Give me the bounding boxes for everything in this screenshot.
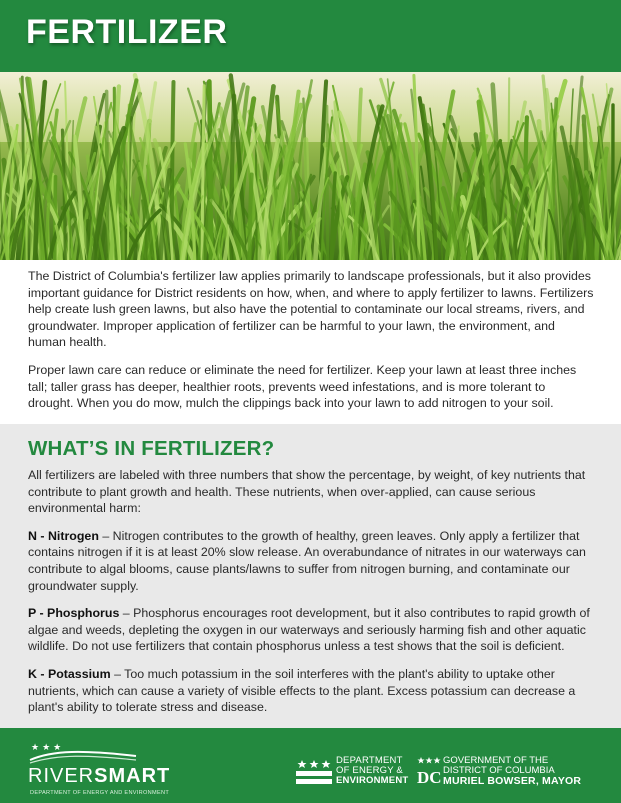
nutrient-text: – Too much potassium in the soil interferes with the plant's ability to uptake other nutrients, which can cause a variety of visible effects to the plant. Excess potassium can decrease a plant's ability to tolerate stress and disease. [28, 666, 576, 715]
doee-line: ENVIRONMENT [336, 775, 409, 786]
government-logo-text [443, 756, 581, 786]
government-mayor: MURIEL BOWSER, MAYOR [443, 775, 582, 787]
riversmart-wave-icon [28, 750, 138, 764]
government-line: GOVERNMENT OF THE [443, 755, 549, 766]
dc-mark-letters: DC [417, 768, 442, 786]
nutrient-phosphorus [28, 605, 594, 655]
whats-in-fertilizer-section [0, 424, 621, 728]
intro-paragraph: The District of Columbia's fertilizer law applies primarily to landscape professionals, but it also provides important guidance for District residents on how, when, and where to apply fertilizer to lawns. Fertilizers help create lush green lawns, but also have the potential to contaminate our local streams, rivers, and groundwater. Improper application of fertilizer can be harmful to your lawn, the environment, and human health. [28, 269, 594, 350]
doee-line: OF ENERGY & [336, 765, 403, 776]
riversmart-name-a: RIVER [28, 765, 95, 787]
grass-photo [0, 72, 621, 260]
government-line: DISTRICT OF COLUMBIA [443, 765, 555, 776]
doee-logo-text [336, 756, 408, 786]
dc-government-icon [416, 756, 442, 786]
nutrient-term: N - Nitrogen [28, 528, 99, 543]
doee-line: DEPARTMENT [336, 755, 403, 766]
nutrient-text: – Nitrogen contributes to the growth of healthy, green leaves. Only apply a fertilizer that contains nitrogen if it is at least 20% slow release. An overabundance of nitrates in our waterways can contribute to algal blooms, cause plants/lawns to suffer from nitrogen burning, and contaminate our groundwater supply. [28, 528, 586, 593]
nutrient-term: K - Potassium [28, 666, 111, 681]
page-title: FERTILIZER [26, 13, 228, 51]
intro-text [28, 268, 594, 423]
page-header [0, 0, 621, 72]
section-heading: WHAT’S IN FERTILIZER? [28, 437, 275, 460]
section-lead: All fertilizers are labeled with three numbers that show the percentage, by weight, of key nutrients that contribute to plant growth and health. These nutrients, when over-applied, can cause serious environmental harm: [28, 468, 586, 516]
dc-flag-icon [296, 756, 332, 786]
riversmart-stars-icon: ★★★ [31, 742, 65, 752]
riversmart-logo [28, 765, 170, 788]
nutrient-text: – Phosphorus encourages root development, but it also contributes to rapid growth of algae and weeds, depleting the oxygen in our waterways and seriously harming fish and other aquatic wildlife. Do not use fertilizers that contain phosphorus unless a test shows that the soil is deficient. [28, 606, 590, 654]
nutrient-term: P - Phosphorus [28, 606, 120, 621]
riversmart-subtitle: DEPARTMENT OF ENERGY AND ENVIRONMENT [30, 790, 170, 796]
page-footer [0, 728, 621, 803]
riversmart-name-b: SMART [94, 765, 171, 787]
nutrient-nitrogen [28, 528, 594, 594]
intro-paragraph: Proper lawn care can reduce or eliminate the need for fertilizer. Keep your lawn at least three inches tall; taller grass has deeper, healthier roots, prevents weed infestations, and is more tolerant to drought. When you do mow, mulch the clippings back into your lawn to add nitrogen to your soil. [28, 362, 577, 411]
nutrient-potassium [28, 666, 594, 716]
